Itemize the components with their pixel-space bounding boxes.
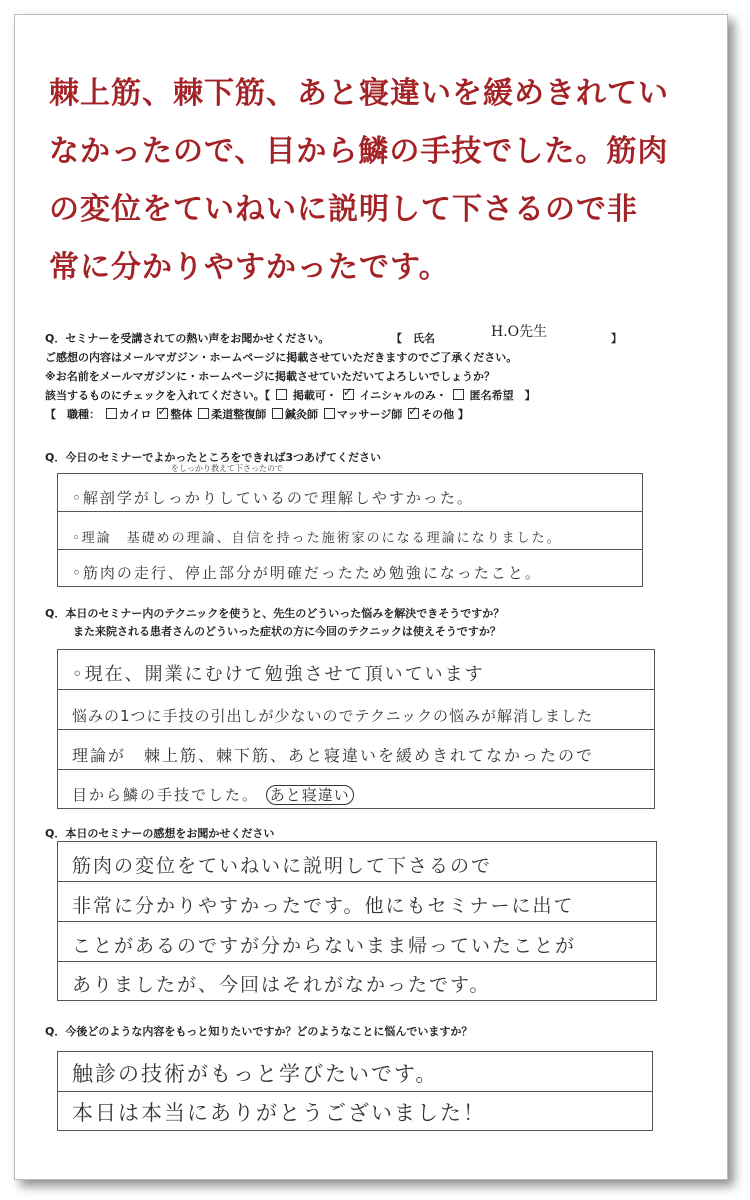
- q1-line: [57, 473, 643, 511]
- survey-sheet: [14, 14, 728, 1180]
- q3-answer-3: ことがあるのですが分からないまま帰っていたことが: [72, 935, 577, 957]
- q4-line: [57, 1051, 653, 1091]
- q4-label: Q．今後どのような内容をもっと知りたいですか？どのようなことに悩んでいますか？: [45, 1025, 473, 1038]
- job-bracket-close: 】: [457, 408, 469, 421]
- q3-line: [57, 881, 657, 921]
- q3-line: [57, 841, 657, 881]
- job-row: [45, 405, 685, 424]
- name-value: H.O先生: [491, 324, 548, 340]
- q2-answer-3: 理論が 棘上筋、棘下筋、あと寝違いを緩めきれてなかったので: [72, 746, 595, 765]
- q4-answer-1: 触診の技術がもっと学びたいです。: [72, 1062, 439, 1086]
- job-judo-label: 柔道整復師: [211, 408, 267, 421]
- q1-line: [57, 511, 643, 549]
- job-chiro-label: カイロ: [118, 408, 152, 421]
- q3-label: Q．本日のセミナーの感想をお聞かせください: [45, 827, 275, 840]
- job-seitai-label: 整体: [170, 408, 193, 421]
- headline-quote: [49, 65, 729, 297]
- q2-answer-2: 悩みの1つに手技の引出しが少ないのでテクニックの悩みが解消しました: [72, 707, 594, 725]
- q2-answer-1: ◦現在、開業にむけて勉強させて頂いています: [72, 664, 485, 685]
- q1-small-note: をしっかり教えて下さったので: [171, 464, 283, 473]
- q2-label-2: また来院される患者さんのどういった症状の方に今回のテクニックは使えそうですか？: [73, 625, 501, 638]
- initial-checkbox[interactable]: [343, 389, 354, 400]
- q1-answer-2: ◦理論 基礎めの理論、自信を持った施術家のになる理論になりました。: [72, 531, 562, 546]
- q2-answer-4: 目から鱗の手技でした。: [72, 786, 260, 804]
- q3-answer-1: 筋肉の変位をていねいに説明して下さるので: [72, 855, 493, 877]
- anon-checkbox[interactable]: [453, 389, 464, 400]
- publish-option-label: 掲載可・: [292, 389, 337, 402]
- q2-circled-note: あと寝違い: [266, 785, 354, 805]
- q2-line-4-content: [72, 784, 354, 805]
- q1-answer-3: ◦筋肉の走行、停止部分が明確だったため勉強になったこと。: [72, 564, 542, 582]
- q1-answer-lines: [57, 473, 643, 587]
- q3-line: [57, 921, 657, 961]
- intro-question: Q．セミナーを受講されての熱い声をお聞かせください。: [45, 332, 330, 345]
- job-massage-label: マッサージ師: [336, 408, 403, 421]
- headline-line-4: 常に分かりやすかったです。: [49, 250, 450, 285]
- q1-label: Q．今日のセミナーでよかったところをできれば3つあげてください: [45, 451, 382, 464]
- job-judo-checkbox[interactable]: [198, 408, 209, 419]
- q4-answer-lines: [57, 1051, 653, 1131]
- job-seitai-checkbox[interactable]: [157, 408, 168, 419]
- q1-line: [57, 549, 643, 587]
- job-label: 【 職種：: [45, 408, 100, 421]
- consent-line: ご感想の内容はメールマガジン・ホームページに掲載させていただきますのでご了承ください。: [45, 351, 518, 364]
- q2-label-1: Q．本日のセミナー内のテクニックを使うと、先生のどういった悩みを解決できそうですか？: [45, 607, 505, 620]
- q4-line: [57, 1091, 653, 1131]
- name-bracket-close: 】: [611, 332, 622, 345]
- job-acu-checkbox[interactable]: [272, 408, 283, 419]
- name-label: 【 氏名: [391, 332, 435, 345]
- q3-answer-4: ありましたが、今回はそれがなかったです。: [72, 974, 491, 996]
- headline-line-2: なかったので、目から鱗の手技でした。筋肉: [49, 134, 669, 169]
- q2-answer-lines: [57, 649, 655, 809]
- headline-line-3: の変位をていねいに説明して下さるので非: [49, 192, 638, 227]
- q2-line: [57, 689, 655, 729]
- job-other-label: その他: [421, 408, 455, 421]
- job-other-checkbox[interactable]: [408, 408, 419, 419]
- q1-answer-1: ◦解剖学がしっかりしているので理解しやすかった。: [72, 489, 474, 507]
- survey-form-header: [45, 324, 685, 424]
- q2-line: [57, 729, 655, 769]
- job-massage-checkbox[interactable]: [324, 408, 335, 419]
- q3-answer-2: 非常に分かりやすかったです。他にもセミナーに出て: [72, 895, 575, 917]
- publish-question: ※お名前をメールマガジンに・ホームページに掲載させていただいてよろしいでしょうか？: [45, 370, 495, 383]
- q2-line: [57, 769, 655, 809]
- job-acu-label: 鍼灸師: [285, 408, 319, 421]
- intro-row: [45, 324, 685, 348]
- job-chiro-checkbox[interactable]: [106, 408, 117, 419]
- q3-line: [57, 961, 657, 1001]
- headline-line-1: 棘上筋、棘下筋、あと寝違いを緩めきれてい: [49, 76, 669, 111]
- anon-option-label: 匿名希望 】: [469, 389, 536, 402]
- q2-line: [57, 649, 655, 689]
- publish-checkbox[interactable]: [276, 389, 287, 400]
- publish-options-row: [45, 386, 685, 405]
- initial-option-label: イニシャルのみ・: [359, 389, 447, 402]
- q4-answer-2: 本日は本当にありがとうございました！: [72, 1101, 486, 1125]
- publish-prefix: 該当するものにチェックを入れてください。【: [45, 389, 271, 402]
- q3-answer-lines: [57, 841, 657, 1001]
